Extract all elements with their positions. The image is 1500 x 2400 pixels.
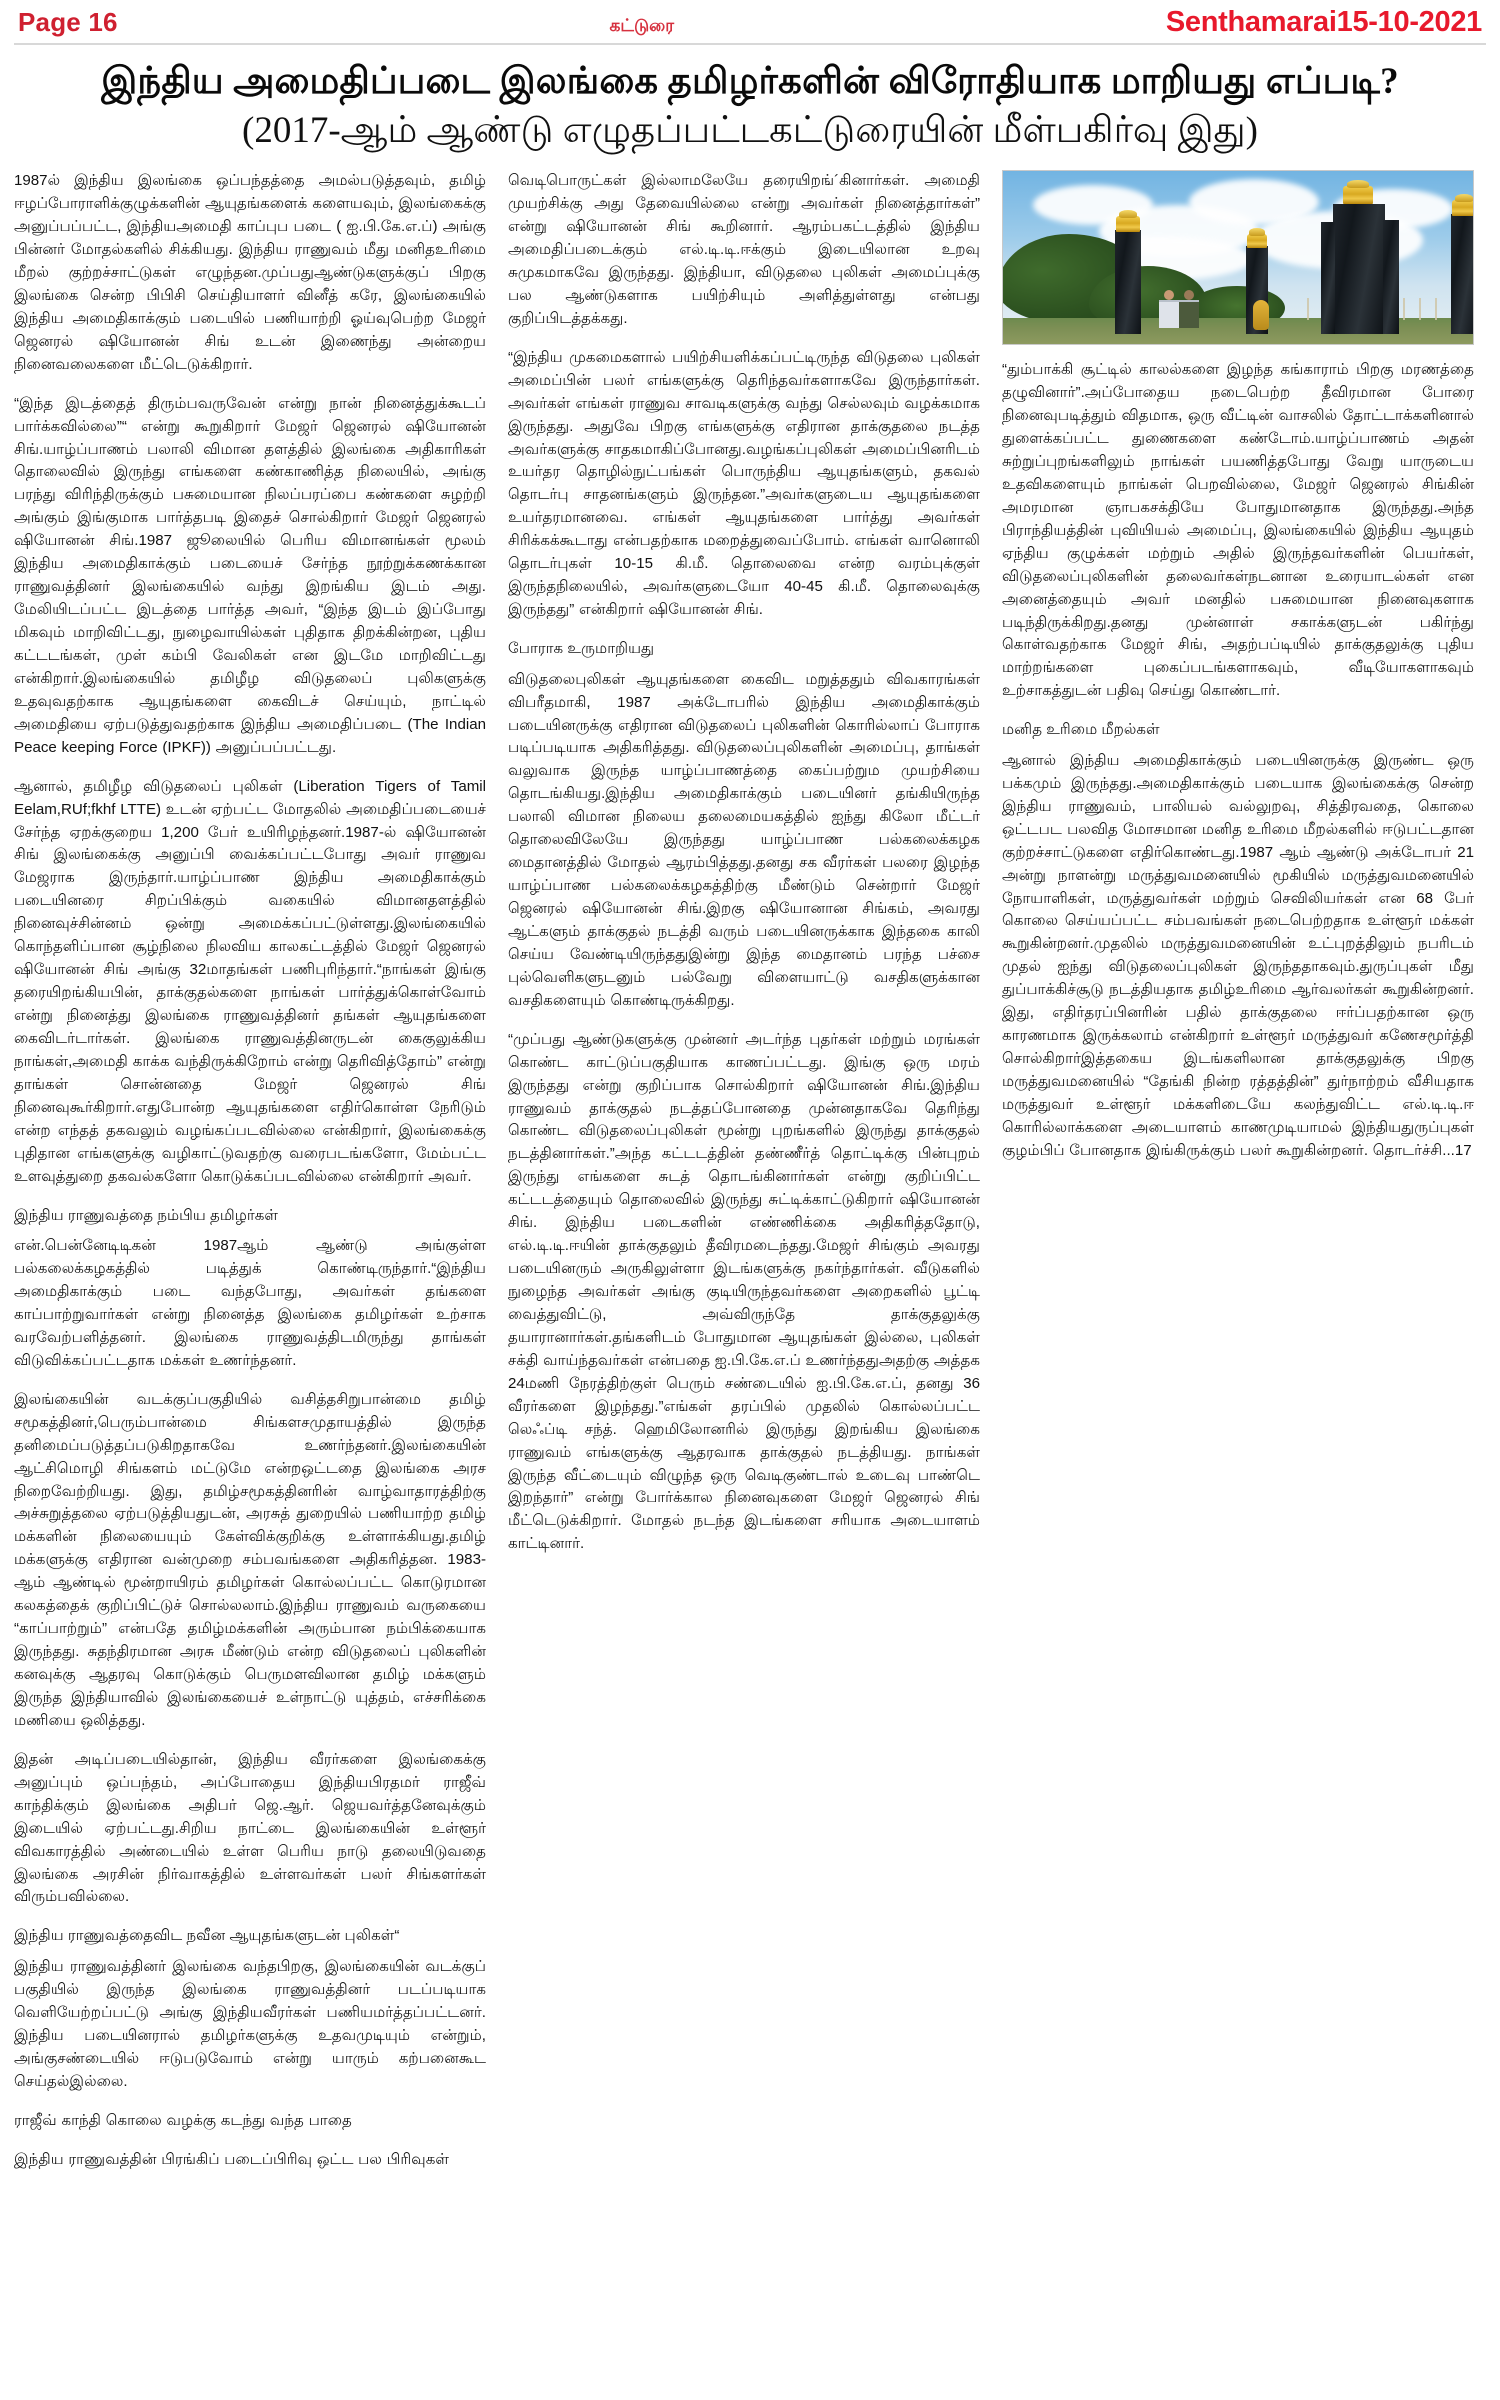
section-heading: இந்திய ராணுவத்தை நம்பிய தமிழர்கள் — [14, 1206, 279, 1224]
body-paragraph: இந்திய ராணுவத்தின் பிரங்கிப் படைப்பிரிவு ஒட்ட பல பிரிவுகள் — [14, 2150, 449, 2168]
body-paragraph: என்.பென்னேடிடிகன் 1987ஆம் ஆண்டு அங்குள்ள பல்கலைக்கழகத்தில் படித்துக் கொண்டிருந்தார்.“இந்திய அமைதிகாக்கும் படை வந்தபோது, அவர்கள் தங்களை காப்பாற்றுவார்கள் என்று நினைத்த இலங்கை தமிழர்கள் உற்சாக வரவேற்பளித்தனர். இலங்கை ராணுவத்திடமிருந்து தாங்கள் விடுவிக்கப்பட்டதாக மக்கள் உணர்ந்தனர். — [14, 1237, 486, 1369]
body-paragraph: “இந்திய முகமைகளால் பயிற்சியளிக்கப்பட்டிருந்த விடுதலை புலிகள் அமைப்பின் பலர் எங்களுக்கு தெரிந்தவர்களாகவே இருந்தார்கள். அவர்கள் எங்கள் ராணுவ சாவடிகளுக்கு வந்து செல்லவும் வழக்கமாக இருந்தது. அதுவே பிறகு எங்களுக்கு எதிரான தாக்குதலை நடத்த அவர்களுக்கு சாதகமாகிப்போனது.வழங்கப்புலிகள் அமைப்பினரிடம் உயர்தர தொழில்நுட்பங்கள் பொருந்திய ஆயுதங்களும், தகவல் தொடர்பு சாதனங்களும் இருந்தன.”அவர்களுடைய ஆயுதங்களை உயர்தரமானவை. எங்கள் ஆயுதங்களை பார்த்து அவர்கள் சிரிக்கக்கூடாது என்பதற்காக மறைத்துவைப்போம். எங்கள் வானொலி தொடர்புகள் 10-15 கி.மீ. தொலைவை என்ற வரம்புக்குள் இருந்தநிலையில், அவர்களுடையோ 40-45 கி.மீ. தொலைவுக்கு இருந்தது” என்கிறார் ஷியோனன் சிங். — [508, 348, 980, 619]
column-2 — [508, 170, 980, 1556]
ipkf-memorial-pillars-photo — [1002, 170, 1474, 345]
body-paragraph: 1987ல் இந்திய இலங்கை ஒப்பந்தத்தை அமல்படுத்தவும், தமிழ் ஈழப்போராளிக்குழுக்களின் ஆயுதங்களைக் களையவும், இலங்கைக்கு அனுப்பப்பட்ட, இந்தியஅமைதி காப்புப படை ( ஐ.பி.கே.எ⁠.ப்) அங்கு பின்னர் மோதல்களில் சிக்கியது. இந்திய ராணுவம் மீது மனிதஉரிமை மீறல் குற்றச்சாட்டுகள் எழுந்தன.முப்பதுஆண்டுகளுக்குப் பிறகு இலங்கை சென்ற பிபிசி செய்தியாளர் வினீத் கரே, இலங்கையில் இந்திய அமைதிகாக்கும் படையில் பணியாற்றி ஓய்வுபெற்ற மேஜர் ஜெனரல் ஷியோனன் சிங் உடன் இணைந்து அன்றைய நினைவலைகளை மீட்டெடுக்கிறார். — [14, 172, 486, 373]
publication-date-label: Senthamarai15-10-2021 — [1165, 6, 1482, 38]
body-paragraph: இதன் அடிப்படையில்தான், இந்திய வீரர்களை இலங்கைக்கு அனுப்பும் ஒப்பந்தம், அப்போதைய இந்தியபிரதமர் ராஜீவ் காந்திக்கும் இலங்கை அதிபர் ஜெ.ஆர். ஜெயவர்த்தனேவுக்கும் இடையில் ஏற்பட்டது.சிறிய நாட்டை இலங்கையின் உள்ளூர் விவகாரத்தில் அண்டையில் உள்ள பெரிய நாடு தலையிடுவதை இலங்கை அரசின் நிர்வாகத்தில் உள்ளவர்கள் பலர் சிங்களர்கள் விரும்பவில்லை. — [14, 1750, 486, 1906]
body-paragraph: “தும்பாக்கி சூட்டில் காலல்களை இழந்த கங்காராம் பிறகு மரணத்தை தழுவினார்”.அப்போதைய நடைபெற்ற தீவிரமான போரை நினைவுபடித்தும் விதமாக, ஒரு வீட்டின் வாசலில் தோட்டாக்களினால் துளைக்கப்பட்ட துணைகளை கண்டோம்.யாழ்ப்பாணம் அதன் சுற்றுப்புறங்களிலும் நாங்கள் பயணித்தபோது வேறு யாருடைய உதவிகளையும் நாங்கள் பெறவில்லை, மேஜர் ஜெனரல் சிங்கின் அமரமான ஞாபகசக்தியே போதுமானதாக இருந்தது.அந்த பிராந்தியத்தின் புவியியல் அமைப்பு, இலங்கையில் இந்திய ஆயுதம் ஏந்திய குழுக்கள் மற்றும் அதில் இருந்தவர்களின் பெயர்கள், விடுதலைப்புலிகளின் தலைவர்கள்நடனான உரையாடல்கள் என அனைத்தையும் அவர் மனதில் பசுமையான நினைவுகளாக படிந்திருக்கிறது.தனது முன்னாள் சகாக்களுடன் பகிர்ந்து கொள்வதற்காக மேஜர் சிங், அதற்பப்டியில் தாக்குதலுக்கு புதிய மாற்றங்களை புகைப்படங்களாகவும், வீடியோகளாகவும் உற்சாகத்துடன் பதிவு செய்து கொண்டார். — [1002, 361, 1474, 700]
masthead — [14, 0, 1486, 45]
body-paragraph: வெடிபொருட்கள் இல்லாமலேயே தரையிறங்´கினார்கள். அமைதி முயற்சிக்கு அது தேவையில்லை என்று அவர்கள் நினைத்தார்கள்” என்று ஷியோனன் சிங் கூறினார். ஆரம்பகட்டத்தில் இந்திய அமைதிப்படைக்கும் எல்.டி.டி.ஈக்கும் இடையிலான உறவு சுமுகமாகவே இருந்தது. இந்தியா, விடுதலை புலிகள் அமைப்புக்கு பல ஆண்டுகளாக பயிற்சியும் அளித்துள்ளது என்பது குறிப்பிடத்தக்கது. — [508, 172, 980, 327]
section-heading: மனித உரிமை மீறல்கள் — [1002, 721, 1160, 739]
page-number-label: Page 16 — [18, 7, 118, 37]
column-3 — [1002, 170, 1474, 1163]
body-paragraph: இந்திய ராணுவத்தினர் இலங்கை வந்தபிறகு, இலங்கையின் வடக்குப் பகுதியில் இருந்த இலங்கை ராணுவத்தினர் படப்படியாக வெளியேற்றப்பட்டு அங்கு இந்தியவீரர்கள் பணியமர்த்தப்பட்டனர். இந்திய படையினரால் தமிழர்களுக்கு உதவமுடியும் என்றும், அங்குசண்டையில் ஈடுபடுவோம் என்று யாரும் கற்பனைகூட செய்தல்இல்லை. — [14, 1958, 486, 2090]
body-paragraph: ஆனால், தமிழீழ விடுதலைப் புலிகள் (Liberation Tigers of Tamil Eelam,RUf;fkhf LTTE) உடன் ஏற்பட்ட மோதலில் அமைதிப்படையைச் சேர்ந்த ஏறக்குறைய 1,200 பேர் உயிரிழந்தனர்.1987-ல் ஷியோனன் சிங் இலங்கைக்கு அனுப்பி வைக்கப்பட்டபோது அவர் ராணுவ மேஜராக இருந்தார்.யாழ்ப்பாண இந்திய அமைதிகாக்கும் படையினரை சிறப்பிக்கும் வகையில் விமானதளத்தில் நினைவுச்சின்னம் ஒன்று அமைக்கப்பட்டுள்ளது.இலங்கையில் கொந்தளிப்பான சூழ்நிலை நிலவிய காலகட்டத்தில் மேஜர் ஜெனரல் ஷியோனன் சிங் அங்கு 32மாதங்கள் பணிபுரிந்தார்.“நாங்கள் இங்கு தரையிறங்கியபின், தாக்குதல்களை நாங்கள் பார்த்துக்கொள்வோம் என்று நினைத்து இலங்கை ராணுவத்தினர் தங்கள் ஆயுதங்களை கைவிடர்டார்கள். இலங்கை ராணுவத்தினருடன் கைகுலுக்கிய நாங்கள்,அமைதி காக்க வந்திருக்கிறோம் என்று தெரிவித்தோம்” என்று தாங்கள் சொன்னதை மேஜர் ஜெனரல் சிங் நினைவுகூர்கிறார்.எதுபோன்ற ஆயுதங்களை எதிர்கொள்ள நேரிடும் என்ற எந்தத் தகவலும் வழங்கப்படவில்லை என்கிறார், இலங்கைக்கு புதிதான எங்களுக்கு வழிகாட்டுவதற்கு வரைபடங்களோ, மேம்பட்ட உளவுத்துறை தகவல்களோ கொடுக்கப்படவில்லை என்கிறார் அவர். — [14, 777, 486, 1185]
body-paragraph: இலங்கையின் வடக்குப்பகுதியில் வசித்தசிறுபான்மை தமிழ் சமூகத்தினர்,பெரும்பான்மை சிங்களசமுதாயத்தில் இருந்த தனிமைப்படுத்தப்படுகிறதாகவே உணர்ந்தனர்.இலங்கையின் ஆட்சிமொழி சிங்களம் மட்டுமே என்றஒட்டதை இலங்கை அரச நிறைவேற்றியது. இது, தமிழ்சமூகத்தினரின் வாழ்வாதாரத்திற்கு அச்சுறுத்தலை ஏற்படுத்தியதுடன், அரசுத் துறையில் பணியாற்ற தமிழ் மக்களின் நிலையையும் கேள்விக்குறிக்கு உள்ளாக்கியது.தமிழ் மக்களுக்கு எதிரான வன்முறை சம்பவங்களை அதிகரித்தன. 1983-ஆம் ஆண்டில் மூன்றாயிரம் தமிழர்கள் கொல்லப்பட்ட கொடுரமான கலகத்தைக் குறிப்பிட்டுச் சொல்லலாம்.இந்திய ராணுவம் வருகையை “காப்பாற்றும்” என்பதே தமிழ்மக்களின் அரும்பான நம்பிக்கையாக இருந்தது. சுதந்திரமான அரசு மீண்டும் என்ற விடுதலைப் புலிகளின் கனவுக்கு ஆதரவு கொடுக்கும் பெருமளவிலான தமிழ் மக்களும் இருந்த இந்தியாவில் இலங்கையைச் உள்நாட்டு யுத்தம், எச்சரிக்கை மணியை ஒலித்தது. — [14, 1390, 486, 1729]
column-1 — [14, 170, 486, 2171]
section-label: கட்டுரை — [609, 16, 674, 35]
body-paragraph: ஆனால் இந்திய அமைதிகாக்கும் படையினருக்கு இருண்ட ஒரு பக்கமும் இருந்தது.அமைதிகாக்கும் படையாக இலங்கைக்கு சென்ற இந்திய ராணுவம், பாலியல் வல்லுறவு, சித்திரவதை, கொலை ஒட்டபட பலவித மோசமான மனித உரிமை மீறல்களில் ஈடுபட்டதான குற்றச்சாட்டுகளை எதிர்கொண்டது.1987 ஆம் ஆண்டு அக்டோபர் 21 அன்று நாளன்று மருத்துவமனையில் மூகியில் மருத்துவமனையில் நோயாளிகள், மருத்துவர்கள் மற்றும் செவிலியர்கள் என 68 பேர் கொலை செய்யப்பட்ட சம்பவங்கள் நடைபெற்றதாக உள்ளூர் மக்கள் கூறுகின்றனர்.முதலில் மருத்துவமனையின் உட்புறத்திலும் நபரிடம் முதல் ஐந்து விடுதலைப்புலிகள் இருந்ததாகவும்.துருப்புகள் மீது துப்பாக்கிச்சூடு நடத்தியதாக தமிழ்உரிமை ஆர்வலர்கள் கூறுகின்றனர். இது, எதிர்தரப்பினரின் பதில் தாக்குதலை ஈர்ப்பதற்கான ஒரு காரணமாக இருக்கலாம் என்கிறார் உள்ளூர் மருத்துவர் கணேசமூர்த்தி சொல்கிறார்இத்தகைய இடங்களிலான தாக்குதலுக்கு பிறகு மருத்துவமனையில் “தேங்கி நின்ற ரத்தத்தின்” துர்நாற்றம் வீசியதாக மருத்துவர் உள்ளூர் மக்களிடையே கலந்துவிட்ட எல்.டி.டி.ஈ கொரில்லாக்களை அடையாளம் காணமுடியாமல் இந்தியதுருப்புகள் குழம்பிப் போனதாக இங்கிருக்கும் பலர் கூறுகின்றனர். தொடர்ச்சி...17 — [1002, 751, 1474, 1159]
body-paragraph: ராஜீவ் காந்தி கொலை வழக்கு கடந்து வந்த பாதை — [14, 2111, 352, 2129]
article-headline: இந்திய அமைதிப்படை இலங்கை தமிழர்களின் விரோதியாக மாறியது எப்படி? — [101, 61, 1399, 102]
article-body — [14, 170, 1486, 2171]
article-subheadline: (2017-ஆம் ஆண்டு எழுதப்பட்டகட்டுரையின் மீள்பகிர்வு இது) — [242, 109, 1258, 151]
section-heading: போராக உருமாறியது — [508, 640, 655, 658]
body-paragraph: “முப்பது ஆண்டுகளுக்கு முன்னர் அடர்ந்த புதர்கள் மற்றும் மரங்கள் கொண்ட காட்டுப்பகுதியாக காணப்பட்டது. இங்கு ஒரு மரம் இருந்தது என்று குறிப்பாக சொல்கிறார் ஷியோனன் சிங்.இந்திய ராணுவம் தாக்குதல் நடத்தப்போனதை முன்னதாகவே தெரிந்து கொண்ட விடுதலைப்புலிகள் மூன்று புறங்களில் இருந்து தாக்குதல் நடத்தினார்கள்.”அந்த கட்டடத்தின் தண்ணீர்த் தொட்டிக்கு பின்புறம் இருந்து எங்களை சுடத் தொடங்கினார்கள் என்று குறிப்பிட்ட கட்டடத்தையும் தொலைவில் இருந்து சுட்டிக்காட்டுகிறார் ஷியோனன் சிங். இந்திய படைகளின் எண்ணிக்கை அதிகரித்ததோடு, எல்.டி.டி.ஈயின் தாக்குதலும் தீவிரமடைந்தது.மேஜர் சிங்கும் அவரது படையினரும் அருகிலுள்ளா இடங்களுக்கு நகர்ந்தார்கள். வீடுகளில் நுழைந்த அவர்கள் அங்கு குடியிருந்தவர்களை அறைகளில் பூட்டி வைத்துவிட்டு, அவ்விருந்தே தாக்குதலுக்கு தயாரானார்கள்.தங்களிடம் போதுமான ஆயுதங்கள் இல்லை, புலிகள் சக்தி வாய்ந்தவர்கள் என்பதை ஐ.பி.கே.எ⁠.ப் உணர்ந்ததுஅதற்கு அத்தக 24மணி நேரத்திற்குள் பெரும் சண்டையில் ஐ.பி.கே.எ⁠.ப், தனது 36 வீரர்களை இழந்தது.”எங்கள் தரப்பில் முதலில் கொல்லப்பட்ட லெஃப்டி சந்த். ஹெமிலோனரில் இருந்து இறங்கிய இலங்கை ராணுவம் எங்களுக்கு ஆதரவாக தாக்குதல் நடத்தியது. நாங்கள் இருந்த வீட்டையும் விழுந்த ஒரு வெடிகுண்டால் உடைவு பாண்டெ இறந்தார்” என்று போர்க்கால நினைவுகளை மேஜர் ஜெனரல் சிங் மீட்டெடுக்கிறார். மோதல் நடந்த இடங்களை சரியாக அடையாளம் காட்டினார். — [508, 1030, 980, 1553]
section-heading: இந்திய ராணுவத்தைவிட நவீன ஆயுதங்களுடன் புலிகள்“ — [14, 1927, 400, 1945]
body-paragraph: விடுதலைபுலிகள் ஆயுதங்களை கைவிட மறுத்ததும் விவகாரங்கள் விபரீதமாகி, 1987 அக்டோபரில் இந்திய அமைதிகாக்கும் படையினருக்கு எதிரான விடுதலைப் புலிகளின் கொரில்லாப் போராக படிப்படியாக அதிகரித்தது. விடுதலைப்புலிகளின் அமைப்பு, தாங்கள் வலுவாக இருந்த யாழ்ப்பாணத்தை கைப்பற்றும முயற்சியை தொடங்கியது.இந்திய அமைதிகாக்கும் படையினர் தங்கியிருந்த பலாலி விமான நிலைய தலைமையகத்தில் ஐந்து கிலோ மீட்டர் தொலைவிலேயே இருந்தது யாழ்ப்பாண பல்கலைக்கழக மைதானத்தில் மோதல் ஆரம்பித்தது.தனது சக வீரர்கள் பலரை இழந்த யாழ்ப்பாண பல்கலைக்கழகத்திற்கு மீண்டும் சென்றார் மேஜர் ஜெனரல் ஷியோனன் சிங்.இறகு ஷியோனான சிங்கம், அவரது ஆட்களும் தாக்குதல் நடத்தி வரும் படையினருக்காக இந்தகை காலி செய்ய வேண்டியிருந்ததுஇன்று இந்த மைதானம் பரந்த பச்சை புல்வெளிகளுடனும் பல்வேறு விளையாட்டு வசதிகளுக்கான வசதிகளையும் கொண்டிருக்கிறது. — [508, 670, 980, 1009]
body-paragraph: “இந்த இடத்தைத் திரும்பவருவேன் என்று நான் நினைத்துக்கூடப் பார்க்கவில்லை”“ என்று கூறுகிறார் மேஜர் ஜெனரல் ஷியோனன் சிங்.யாழ்ப்பாணம் பலாலி விமான தளத்தில் இலங்கை அதிகாரிகள் தொலைவில் இருந்து எங்களை கண்காணித்த நிலையில், அங்கு பரந்து விரிந்திருக்கும் பசுமையான நிலப்பரப்பை கண்களை சுழற்றி அங்கும் இங்குமாக பார்த்தபடி இதைச் சொல்கிறார் மேஜர் ஜெனரல் ஷியோனன் சிங்.1987 ஜூலையில் பெரிய விமானங்கள் மூலம் இந்திய அமைதிகாக்கும் படையைச் சேர்ந்த நூற்றுக்கணக்கான ராணுவத்தினர் இலங்கையில் வந்து இறங்கிய இடம் அது. மேலியிடப்பட்ட இடத்தை பார்த்த அவர், “இந்த இடம் இப்போது மிகவும் மாறிவிட்டது, நுழைவாயில்கள் புதிதாக திறக்கின்றன, புதிய கட்டடங்கள், முள் கம்பி வேலிகள் என இடமே மாறிவிட்டது என்கிறார்.இலங்கையில் தமிழீழ விடுதலைப் புலிகளுக்கு உதவுவதற்காக ஆயுதங்களை கைவிடச் செய்யும், நாட்டில் அமைதியை ஏற்படுத்துவதற்காக இந்திய அமைதிப்படை (The Indian Peace keeping Force (IPKF)) அனுப்பப்பட்டது. — [14, 394, 486, 756]
